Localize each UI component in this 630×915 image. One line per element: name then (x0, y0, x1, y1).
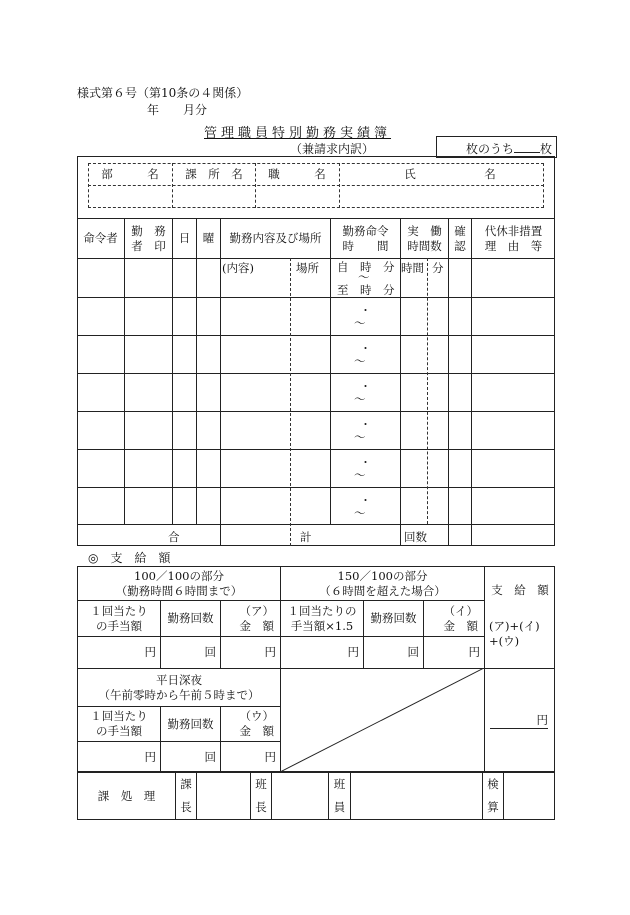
info-sep (255, 163, 256, 208)
diagonal-strike (280, 668, 484, 772)
payment-section-title: ◎ 支 給 額 (88, 551, 171, 565)
amount-a: （ア） 金 額 (239, 603, 274, 633)
yen-unit: 円 (144, 749, 156, 764)
tilde-mark: ～ (354, 506, 366, 520)
pay-formula: (ア)+(イ) +(ウ) (489, 619, 540, 648)
rule (124, 218, 125, 524)
dot-mark: ・ (360, 494, 371, 507)
rule (330, 218, 331, 524)
col-confirm: 確 認 (454, 223, 466, 253)
times-unit: 回 (407, 645, 419, 660)
approval-chief: 課 長 (180, 777, 192, 815)
rule (350, 772, 351, 820)
tilde-mark: ～ (354, 354, 366, 368)
year-month: 年 月分 (147, 103, 208, 117)
approval-section: 課 処 理 (97, 788, 156, 803)
rule (196, 772, 197, 820)
rule (196, 218, 197, 524)
rule (220, 218, 221, 546)
approval-team-leader: 班 長 (255, 777, 267, 815)
tilde-mark: ～ (354, 430, 366, 444)
col-content: 勤務内容及び場所 (229, 231, 322, 246)
total-count-label: 回数 (404, 530, 427, 544)
minutes-label: 分 (432, 261, 444, 275)
rule-dashed (290, 258, 291, 546)
col-orderer: 命令者 (83, 231, 118, 246)
page-title: 管理職員特別勤務実績簿 (204, 126, 392, 141)
yen-unit: 円 (347, 645, 359, 660)
times-unit: 回 (204, 645, 216, 660)
per-time-b: １回当たりの 手当額×1.5 (287, 603, 357, 633)
total-label: 合 (168, 530, 180, 544)
col-seal: 勤 務 者 印 (131, 223, 166, 253)
pay-150-head: 150／100の部分 （６時間を超えた場合） (319, 568, 446, 598)
dot-mark: ・ (360, 304, 371, 317)
pay-total-head: 支 給 額 (491, 582, 549, 597)
form-number: 様式第６号（第10条の４関係） (77, 86, 249, 100)
approval-team-member: 班 員 (333, 777, 346, 815)
total-amount-yen: 円 (490, 712, 548, 729)
amount-b: （イ） 金 額 (443, 603, 478, 633)
hours-label: 時間 (401, 261, 424, 275)
tilde-mark: ～ (354, 316, 366, 330)
rule (77, 258, 555, 259)
info-sep (339, 163, 340, 208)
rule (77, 335, 555, 336)
amount-c: （ウ） 金 額 (239, 709, 274, 738)
content-label: (内容) (222, 261, 254, 275)
approval-audit: 検 算 (487, 777, 499, 815)
name-label: 氏 (404, 167, 416, 182)
tilde-mark: ～ (354, 468, 366, 482)
rule (172, 218, 173, 524)
per-time-a: １回当たり の手当額 (90, 603, 148, 633)
yen-unit: 円 (468, 645, 480, 660)
pay-100-head: 100／100の部分 （勤務時間６時間まで） (115, 568, 243, 598)
rule (448, 218, 449, 546)
col-reason: 代休非措置 理 由 等 (484, 223, 543, 253)
time-from: 自 時 分 (337, 260, 395, 274)
info-sep (172, 163, 173, 208)
info-divider (88, 185, 544, 186)
subtitle: （兼請求内訳） (290, 142, 375, 156)
dept-label: 部 名 (101, 167, 159, 182)
total-label: 計 (300, 530, 312, 544)
name-label: 名 (484, 167, 496, 182)
per-time-c: １回当たり の手当額 (90, 709, 148, 738)
yen-unit: 円 (144, 645, 156, 660)
rule (503, 772, 504, 820)
count-a: 勤務回数 (167, 611, 214, 626)
count-c: 勤務回数 (167, 716, 214, 731)
dot-mark: ・ (360, 418, 371, 431)
post-label: 職 名 (268, 167, 326, 182)
times-unit: 回 (204, 749, 216, 764)
rule (77, 297, 555, 298)
rule (77, 524, 555, 525)
dot-mark: ・ (360, 456, 371, 469)
dot-mark: ・ (360, 342, 371, 355)
night-head: 平日深夜 （午前零時から午前５時まで） (98, 672, 260, 702)
tilde-mark: ～ (358, 270, 370, 284)
col-day: 日 (178, 231, 191, 246)
rule (77, 373, 555, 374)
count-b: 勤務回数 (370, 611, 417, 626)
col-order-time: 勤務命令 時 間 (342, 223, 389, 253)
sheet-count: 枚のうち 枚 (466, 142, 553, 156)
rule-dashed (427, 258, 428, 524)
yen-unit: 円 (264, 749, 276, 764)
dot-mark: ・ (360, 380, 371, 393)
rule (77, 411, 555, 412)
tilde-mark: ～ (354, 392, 366, 406)
section-label: 課 所 名 (185, 167, 243, 182)
rule (77, 487, 555, 488)
place-label: 場所 (296, 261, 319, 275)
rule (271, 772, 272, 820)
col-weekday: 曜 (202, 231, 215, 246)
yen-unit: 円 (264, 645, 276, 660)
rule (77, 449, 555, 450)
col-actual: 実 働 時間数 (407, 223, 442, 253)
rule (471, 218, 472, 546)
time-to: 至 時 分 (337, 283, 395, 297)
